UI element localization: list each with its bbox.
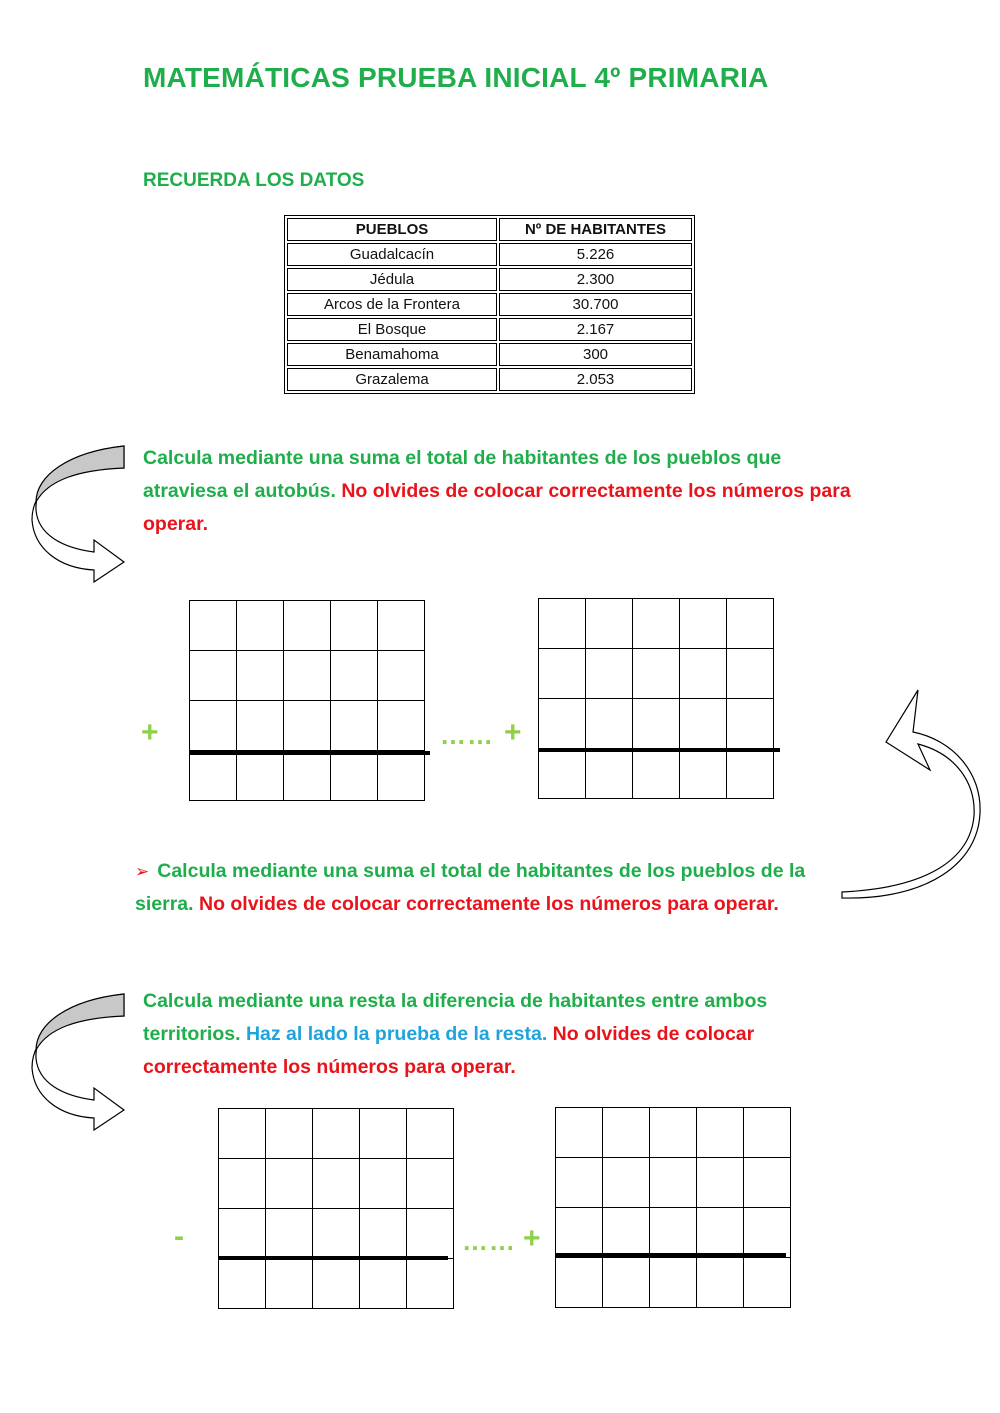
- result-line: [189, 751, 430, 755]
- plus-sign: +: [504, 716, 522, 749]
- page-title: MATEMÁTICAS PRUEBA INICIAL 4º PRIMARIA: [143, 62, 769, 93]
- town-population: 2.053: [499, 368, 692, 391]
- town-population: 5.226: [499, 243, 692, 266]
- town-population: 2.167: [499, 318, 692, 341]
- population-table: [284, 215, 695, 394]
- curved-arrow-right-icon: [28, 440, 132, 590]
- task1-red-text: No olvides de colocar correctamente los números para operar.: [143, 480, 851, 535]
- answer-grid: [218, 1108, 454, 1309]
- town-name: Guadalcacín: [287, 243, 497, 266]
- task3-green-text: Calcula mediante una resta la diferencia de habitantes entre ambos territorios.: [143, 990, 768, 1045]
- table-row: [287, 368, 692, 391]
- task3-red-text: No olvides de colocar correctamente los números para operar.: [143, 1023, 755, 1078]
- town-name: Jédula: [287, 268, 497, 291]
- section-subtitle: RECUERDA LOS DATOS: [143, 170, 365, 191]
- answer-grid: [538, 598, 774, 799]
- result-line: [218, 1256, 448, 1260]
- plus-sign: +: [141, 716, 159, 749]
- table-row: [287, 293, 692, 316]
- curved-arrow-right-icon: [28, 988, 132, 1138]
- task3-blue-text: Haz al lado la prueba de la resta.: [245, 1023, 548, 1045]
- answer-grid: [189, 600, 425, 801]
- answer-grid: [555, 1107, 791, 1308]
- continuation-dots: ……: [462, 1226, 516, 1256]
- result-line: [555, 1253, 786, 1257]
- town-name: Benamahoma: [287, 343, 497, 366]
- table-row: [287, 268, 692, 291]
- curved-arrow-up-icon: [838, 688, 988, 913]
- table-row: [287, 343, 692, 366]
- continuation-dots: ……: [440, 720, 494, 750]
- town-population: 30.700: [499, 293, 692, 316]
- task1-green-text: Calcula mediante una suma el total de habitantes de los pueblos que atraviesa el autobús.: [143, 447, 782, 502]
- town-name: Arcos de la Frontera: [287, 293, 497, 316]
- column-header-habitantes: Nº DE HABITANTES: [499, 218, 692, 241]
- bullet-arrow-icon: ➢: [135, 862, 150, 881]
- task1-instructions: [143, 442, 863, 541]
- town-name: Grazalema: [287, 368, 497, 391]
- task2-instructions: [135, 855, 855, 921]
- result-line: [538, 748, 780, 752]
- plus-sign: +: [523, 1222, 541, 1255]
- task3-instructions: [143, 985, 863, 1084]
- table-row: [287, 243, 692, 266]
- town-population: 300: [499, 343, 692, 366]
- column-header-pueblos: PUEBLOS: [287, 218, 497, 241]
- table-row: [287, 318, 692, 341]
- town-name: El Bosque: [287, 318, 497, 341]
- table-header-row: [287, 218, 692, 241]
- town-population: 2.300: [499, 268, 692, 291]
- minus-sign: -: [174, 1220, 184, 1253]
- task2-red-text: No olvides de colocar correctamente los números para operar.: [198, 893, 779, 915]
- task2-green-text: Calcula mediante una suma el total de habitantes de los pueblos de la sierra.: [135, 860, 806, 915]
